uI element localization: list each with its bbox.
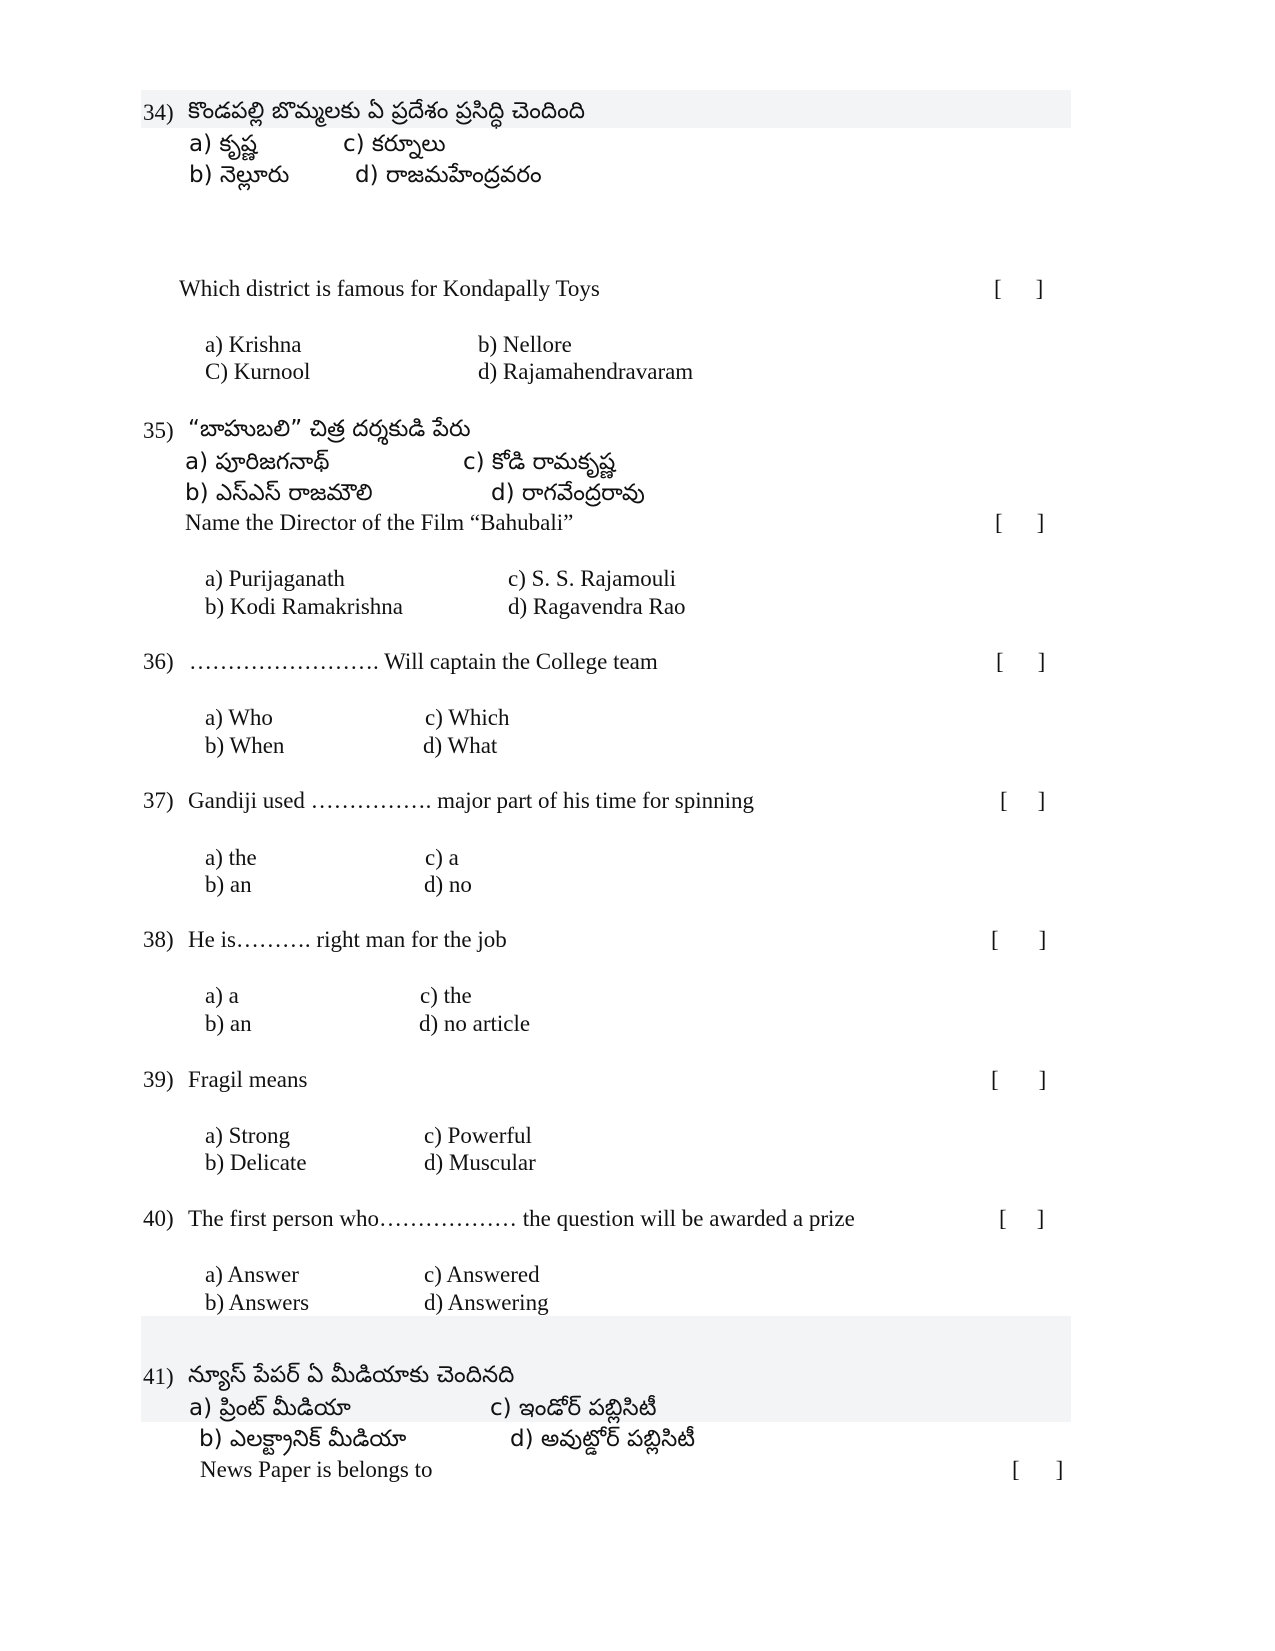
question-number: 35) [143,418,174,443]
answer-bracket[interactable]: [ ] [999,1206,1045,1231]
answer-bracket[interactable]: [ ] [994,276,1044,301]
option-a: a) Strong [205,1123,290,1148]
question-number: 37) [143,788,174,813]
answer-bracket[interactable]: [ ] [996,649,1046,674]
telugu-option-d: d) రాజమహేంద్రవరం [355,162,542,188]
question-text: The first person who……………… the question will be awarded a prize [188,1206,855,1231]
question-text: Fragil means [188,1067,308,1092]
telugu-option-b: b) నెల్లూరు [189,162,290,188]
telugu-option-b: b) ఎలక్ట్రానిక్ మీడియా [199,1426,407,1452]
option-d: d) Rajamahendravaram [478,359,694,384]
option-b: b) When [205,733,285,758]
telugu-option-a: a) ప్రింట్ మీడియా [189,1395,351,1421]
option-c: c) Powerful [424,1123,532,1148]
answer-bracket[interactable]: [ ] [1012,1457,1064,1482]
option-d: d) no [424,872,472,897]
telugu-option-c: c) ఇండోర్ పబ్లిసిటీ [490,1395,657,1421]
option-b: b) Kodi Ramakrishna [205,594,404,619]
answer-bracket[interactable]: [ ] [1000,788,1046,813]
answer-bracket[interactable]: [ ] [995,510,1045,535]
option-d: d) Muscular [424,1150,536,1175]
option-a: a) Answer [205,1262,299,1287]
option-c: c) Answered [424,1262,540,1287]
question-number: 39) [143,1067,174,1092]
question-number: 38) [143,927,174,952]
answer-bracket[interactable]: [ ] [991,1067,1047,1092]
option-a: a) Krishna [205,332,302,357]
option-c: C) Kurnool [205,359,311,384]
option-d: d) What [423,733,498,758]
option-b: b) an [205,872,252,897]
question-number: 41) [143,1364,174,1389]
option-d: d) Ragavendra Rao [508,594,686,619]
question-number: 36) [143,649,174,674]
telugu-question: న్యూస్ పేపర్ ఏ మీడియాకు చెందినది [188,1362,515,1388]
telugu-option-a: a) కృష్ణ [189,131,257,157]
option-b: b) an [205,1011,252,1036]
english-question: Which district is famous for Kondapally Toys [179,276,600,301]
option-c: c) the [420,983,472,1008]
telugu-option-d: d) రాగవేంద్రరావు [491,480,645,506]
telugu-option-c: c) కర్నూలు [343,131,446,157]
english-question: Name the Director of the Film “Bahubali” [185,510,574,535]
telugu-option-b: b) ఎస్ఎస్ రాజమౌలి [185,480,373,506]
option-b: b) Answers [205,1290,310,1315]
option-c: c) a [425,845,459,870]
answer-bracket[interactable]: [ ] [991,927,1047,952]
question-number: 40) [143,1206,174,1231]
option-c: c) Which [425,705,510,730]
question-text: He is………. right man for the job [188,927,507,952]
option-a: a) Who [205,705,273,730]
option-b: b) Delicate [205,1150,307,1175]
telugu-option-c: c) కోడి రామకృష్ణ [463,449,616,475]
question-text: Gandiji used ……………. major part of his time for spinning [188,788,754,813]
english-question: News Paper is belongs to [200,1457,433,1482]
option-d: d) Answering [424,1290,549,1315]
option-c: c) S. S. Rajamouli [508,566,677,591]
option-d: d) no article [419,1011,531,1036]
telugu-option-a: a) పూరిజగనాథ్ [185,449,330,475]
telugu-option-d: d) అవుట్డోర్ పబ్లిసిటీ [510,1426,696,1452]
option-a: a) the [205,845,257,870]
question-number: 34) [143,100,174,125]
option-a: a) Purijaganath [205,566,345,591]
telugu-question: కొండపల్లి బొమ్మలకు ఏ ప్రదేశం ప్రసిద్ధి చెందింది [188,98,586,124]
question-text: ……………………. Will captain the College team [189,649,658,674]
option-b: b) Nellore [478,332,572,357]
option-a: a) a [205,983,239,1008]
telugu-question: “బాహుబలి” చిత్ర దర్శకుడి పేరు [188,416,471,442]
